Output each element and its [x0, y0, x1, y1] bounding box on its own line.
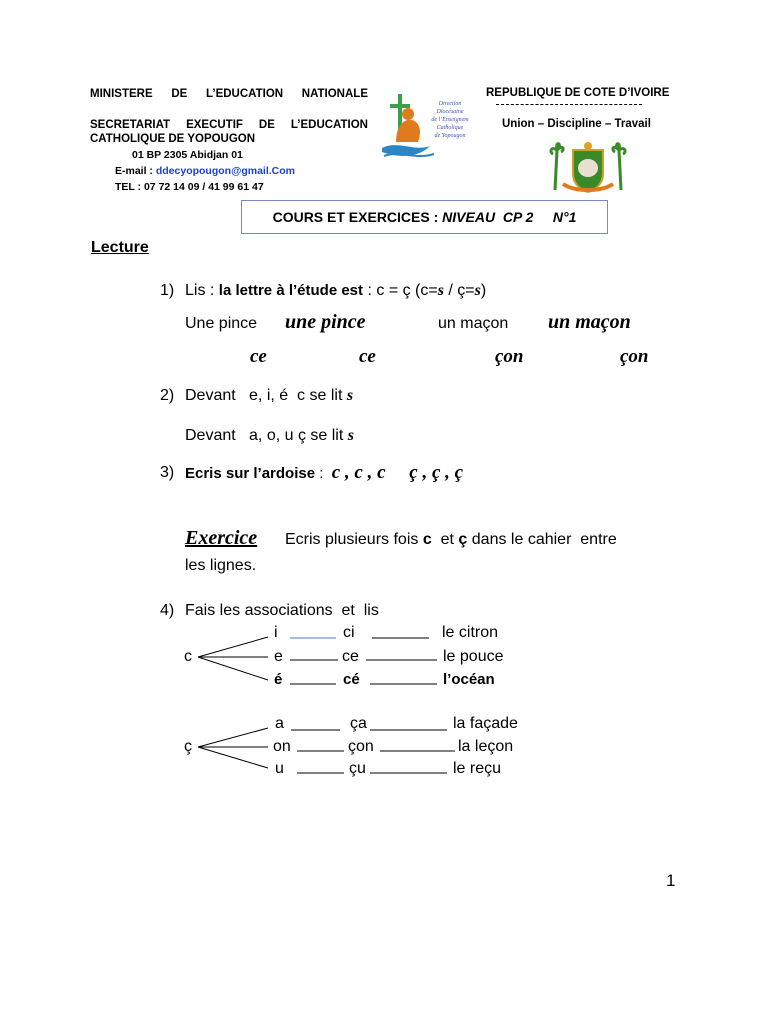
item-3-number: 3) [160, 464, 175, 481]
word: L’EDUCATION [205, 88, 284, 100]
item-1-number: 1) [160, 282, 175, 299]
lis-label: Lis : [185, 282, 219, 299]
exercice-label: Exercice [185, 527, 258, 549]
cursive-s: s [346, 387, 354, 404]
word: la leçon [458, 738, 514, 755]
item-4-title: Fais les associations et lis [185, 602, 379, 619]
word: la façade [453, 715, 518, 732]
syllable: ci [343, 624, 355, 641]
instruction-text: dans le cahier entre [467, 531, 617, 548]
word: l’océan [443, 671, 495, 688]
word-print: Une pince [185, 315, 258, 332]
logo-line: Catholique [436, 125, 464, 131]
word-print: un maçon [438, 315, 509, 332]
address: 01 BP 2305 Abidjan 01 [132, 149, 243, 161]
word: le reçu [453, 760, 502, 777]
rule-text: Devant e, i, é c se lit [185, 387, 347, 404]
word-cursive: un maçon [548, 311, 631, 333]
rule-text: / ç= [443, 282, 475, 299]
item-4-number: 4) [160, 602, 175, 619]
word: L’EDUCATION [290, 119, 368, 131]
national-motto: Union – Discipline – Travail [502, 118, 651, 130]
rule-text: Devant a, o, u ç se lit [185, 427, 348, 444]
title-level: NIVEAU CP 2 N°1 [442, 209, 577, 225]
letter-cedilla: ç [458, 531, 468, 548]
letter-c: c [422, 531, 432, 548]
exercice-instruction-cont: les lignes. [185, 557, 257, 574]
word: DE [258, 119, 275, 131]
syllable: çu [349, 760, 366, 777]
vowel: i [274, 624, 278, 641]
syllable-cursive: çon [495, 346, 524, 367]
group-letter-c: c [184, 648, 192, 665]
vowel: a [275, 715, 284, 732]
word: le pouce [443, 648, 504, 665]
instruction-text: Ecris plusieurs fois [285, 531, 423, 548]
group-letter-cedilla: ç [184, 738, 192, 755]
word-cursive: une pince [285, 311, 366, 333]
email-label: E-mail : [115, 165, 156, 177]
cursive-letters: c , c , c ç , ç , ç [331, 462, 464, 483]
item-2-number: 2) [160, 387, 175, 404]
syllable-cursive: çon [620, 346, 649, 367]
word: le citron [442, 624, 499, 641]
logo-line: de Yopougon [434, 133, 466, 139]
catholique-line: CATHOLIQUE DE YOPOUGON [90, 133, 256, 145]
syllable-cursive: ce [359, 346, 376, 367]
rule-text: : c = ç (c= [363, 282, 438, 299]
cursive-s: s [437, 282, 444, 299]
word: NATIONALE [301, 88, 368, 100]
logo-line: de l’Enseignem [431, 117, 469, 123]
logo-line: Diocésaine [436, 109, 464, 115]
ardoise-label: Ecris sur l’ardoise [185, 465, 316, 482]
bold-phrase: la lettre à l’étude est [218, 282, 364, 299]
vowel: on [273, 738, 291, 755]
syllable: ce [342, 648, 359, 665]
syllable: çon [348, 738, 374, 755]
word: EXECUTIF [186, 119, 243, 131]
syllable: cé [343, 671, 360, 688]
syllable-cursive: ce [250, 346, 267, 367]
colon: : [315, 465, 332, 482]
email-link[interactable]: ddecyopougon@gmail.Com [155, 165, 295, 177]
word: SECRETARIAT [90, 119, 171, 131]
vowel: u [275, 760, 284, 777]
cursive-s: s [474, 282, 481, 299]
section-heading: Lecture [91, 239, 149, 256]
cursive-s: s [347, 427, 354, 444]
telephone: TEL : 07 72 14 09 / 41 99 61 47 [115, 181, 264, 193]
vowel: é [274, 671, 283, 688]
word: DE [171, 88, 188, 100]
syllable: ça [350, 715, 367, 732]
country-name: REPUBLIQUE DE COTE D’IVOIRE [486, 87, 670, 99]
vowel: e [274, 648, 283, 665]
title-prefix: COURS ET EXERCICES : [272, 209, 443, 225]
rule-text: ) [480, 282, 487, 299]
logo-line: Direction [438, 101, 462, 107]
page-number: 1 [666, 871, 676, 890]
word: MINISTERE [90, 88, 153, 100]
instruction-text: et [431, 531, 459, 548]
